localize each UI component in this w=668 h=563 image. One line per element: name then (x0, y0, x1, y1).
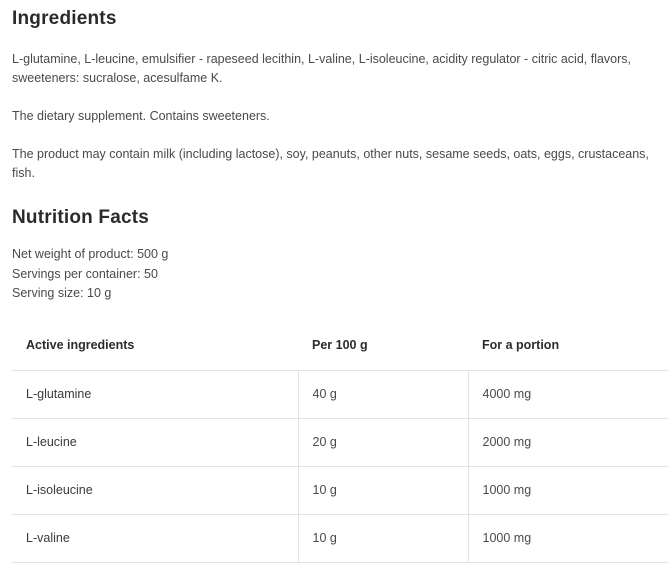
cell-for-a-portion: 4000 mg (468, 370, 668, 418)
ingredients-list-text: L-glutamine, L-leucine, emulsifier - rapeseed lecithin, L-valine, L-isoleucine, acidity regulator - citric acid, flavors, sweeteners: sucralose, acesulfame K. (12, 52, 632, 85)
cell-ingredient-name: L-leucine (12, 418, 298, 466)
cell-per-100g: 10 g (298, 514, 468, 562)
ingredients-heading: Ingredients (12, 8, 117, 29)
allergen-warning-text: The product may contain milk (including lactose), soy, peanuts, other nuts, sesame seeds, oats, eggs, crustaceans, fish. (12, 147, 649, 180)
table-header-row (12, 328, 668, 371)
cell-for-a-portion: 1000 mg (468, 466, 668, 514)
supplement-note-text: The dietary supplement. Contains sweeteners. (12, 109, 270, 123)
cell-ingredient-name: L-glutamine (12, 370, 298, 418)
table-row (12, 466, 668, 514)
nutrition-facts-table (12, 328, 668, 563)
cell-per-100g: 10 g (298, 466, 468, 514)
cell-for-a-portion: 2000 mg (468, 418, 668, 466)
table-row (12, 370, 668, 418)
nutrition-facts-heading: Nutrition Facts (12, 207, 150, 228)
column-header-for-a-portion: For a portion (482, 337, 560, 352)
cell-ingredient-name: L-valine (12, 514, 298, 562)
net-weight-line: Net weight of product: 500 g (12, 247, 169, 261)
cell-per-100g: 40 g (298, 370, 468, 418)
serving-size-line: Serving size: 10 g (12, 286, 112, 300)
cell-for-a-portion: 1000 mg (468, 514, 668, 562)
column-header-active-ingredients: Active ingredients (26, 337, 135, 352)
serving-meta-block (12, 245, 656, 304)
table-row (12, 514, 668, 562)
servings-per-container-line: Servings per container: 50 (12, 266, 158, 281)
cell-ingredient-name: L-isoleucine (12, 466, 298, 514)
column-header-per-100g: Per 100 g (312, 337, 368, 352)
cell-per-100g: 20 g (298, 418, 468, 466)
table-row (12, 418, 668, 466)
